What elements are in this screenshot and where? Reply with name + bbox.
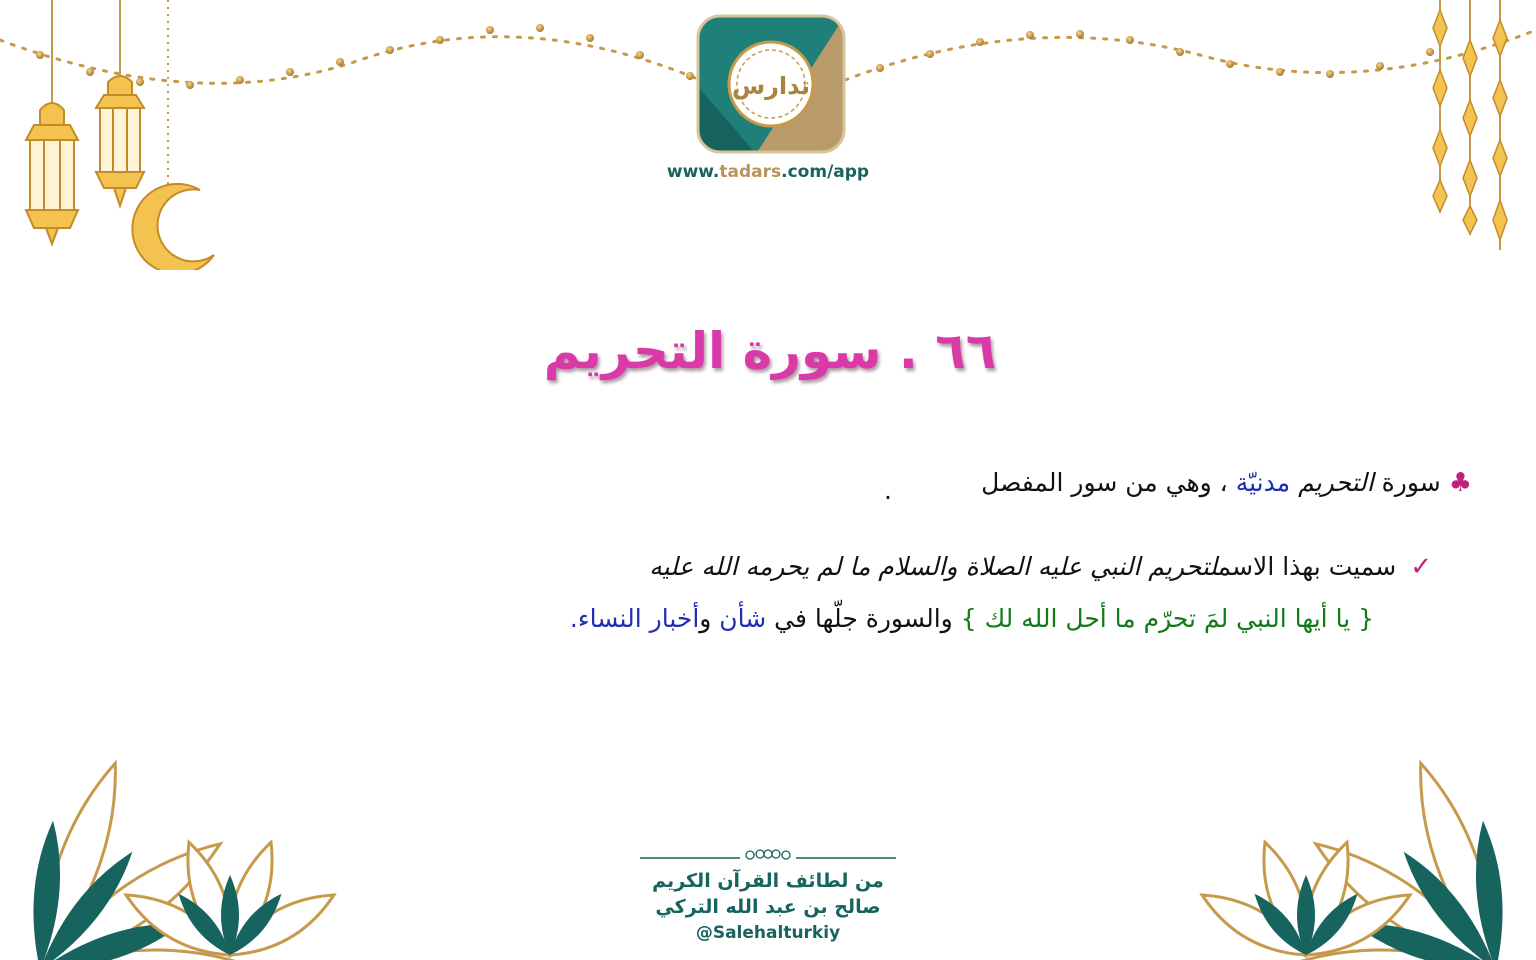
list-item-continuation: { يا أيها النبي لمَ تحرّم ما أحل الله لك } والسورة جلّها في شأن وأخبار النساء. [569, 604, 1374, 633]
check-bullet-icon: ✓ [1410, 552, 1432, 582]
page-title: ٦٦ . سورة التحريم [543, 322, 997, 380]
sentence-end: . [884, 476, 892, 505]
footer-handle[interactable]: @Salehalturkiy [695, 923, 841, 943]
floral-corner-left [0, 740, 340, 960]
logo-text: تدارس [731, 72, 811, 100]
crescent-moon-icon [132, 184, 214, 270]
quran-quote: { يا أيها النبي لمَ تحرّم ما أحل الله لك } [960, 604, 1374, 633]
list-item: ✓سميت بهذا الاسملتحريم النبي عليه الصلاة والسلام ما لم يحرمه الله عليه [649, 552, 1432, 582]
tadars-logo [696, 14, 846, 154]
footer-author: صالح بن عبد الله التركي [655, 896, 881, 918]
lantern-icon [26, 103, 78, 244]
footer-credits [620, 846, 916, 946]
list-item: ♣سورة التحريم مدنيّة ، وهي من سور المفصل [981, 468, 1472, 498]
club-bullet-icon: ♣ [1448, 468, 1472, 498]
floral-corner-right [1196, 740, 1536, 960]
app-url[interactable]: www.tadars.com/app [666, 162, 870, 182]
footer-series: من لطائف القرآن الكريم [652, 870, 884, 892]
